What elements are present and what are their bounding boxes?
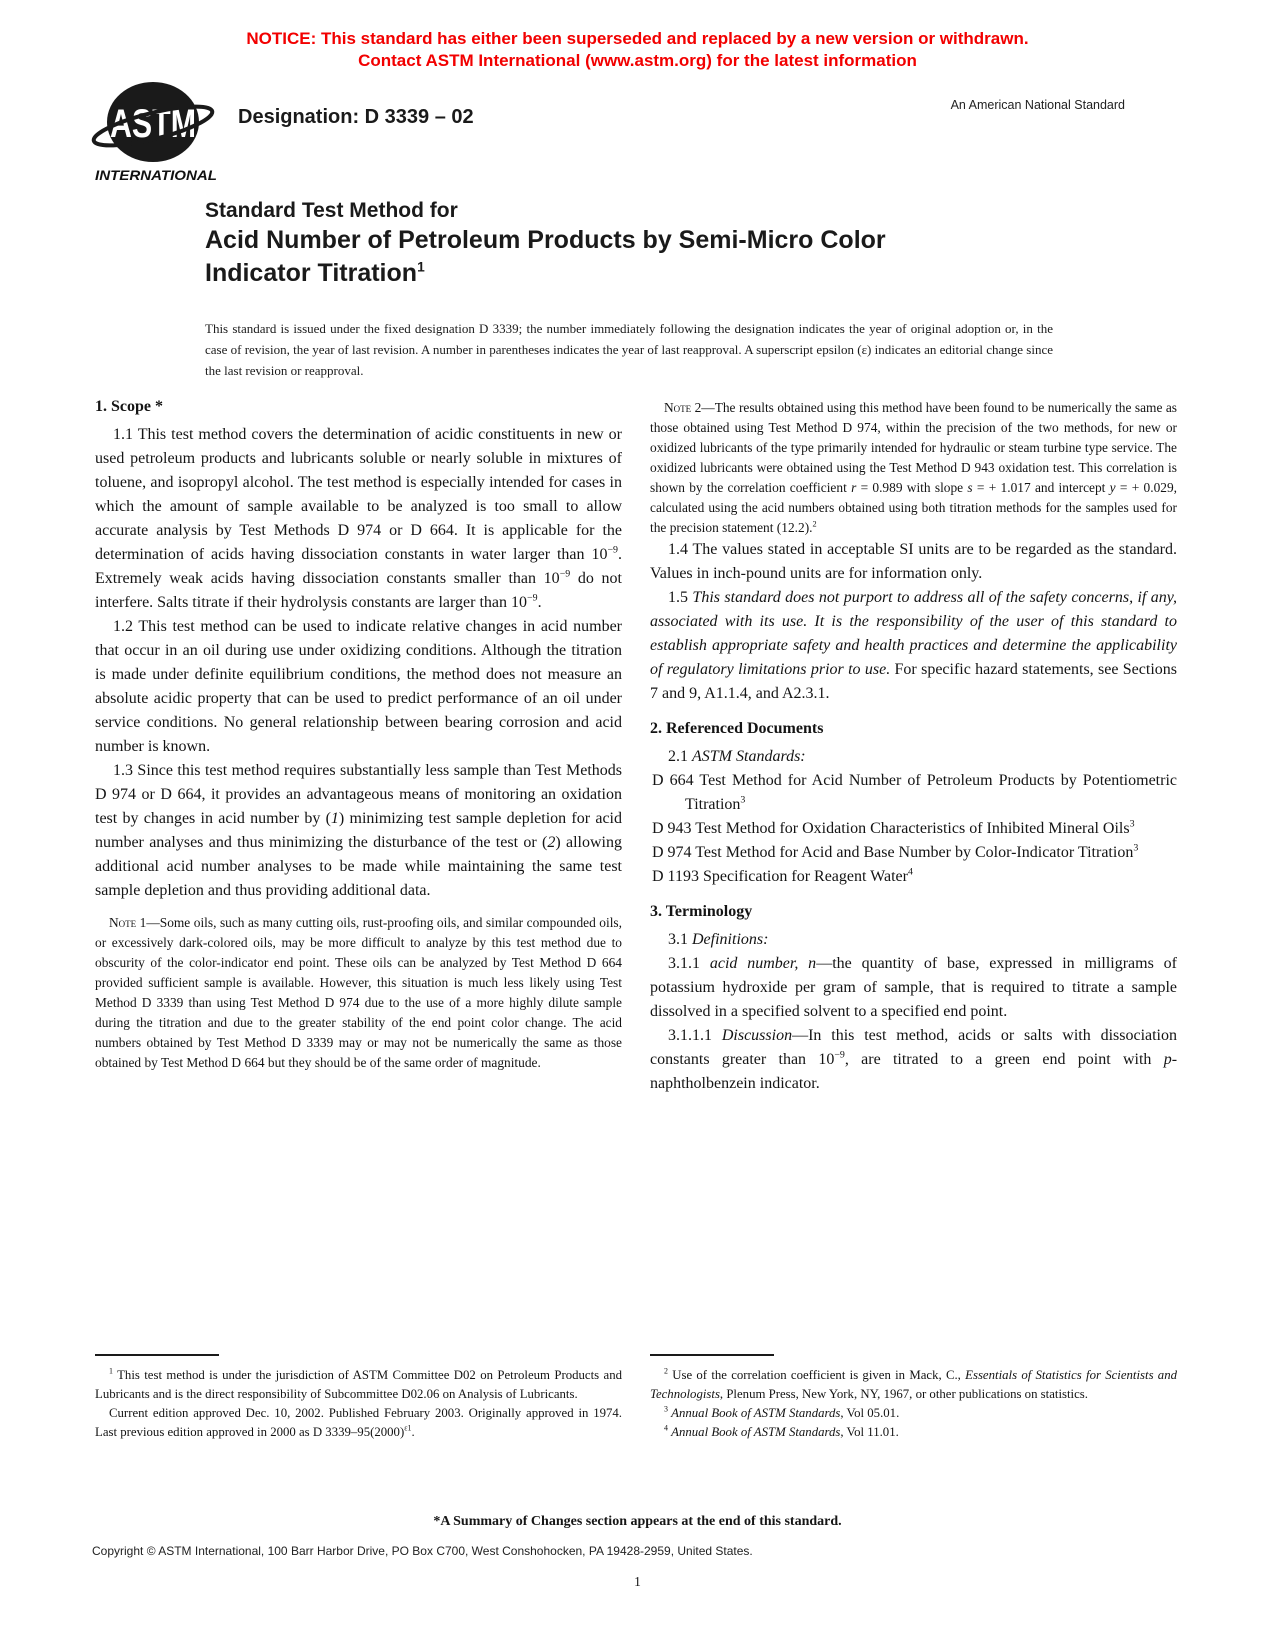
footnote-1-edition: Current edition approved Dec. 10, 2002. Published February 2003. Originally approved in 1974. Last previous edition approved in 2000 as D $3339-95(2000)^{\varepsilon 1}$.	[95, 1406, 622, 1439]
designation: Designation: D 3339 – 02	[238, 106, 474, 128]
paragraph-2-1: 2.1 ASTM Standards:	[668, 748, 806, 765]
footnotes-left	[95, 1366, 622, 1442]
superseded-notice-line1: NOTICE: This standard has either been superseded and replaced by a new version or withdrawn.	[246, 29, 1029, 48]
superseded-notice	[0, 28, 1275, 72]
two-column-body	[95, 398, 1177, 1096]
left-column	[95, 398, 622, 1096]
astm-logo-text: ASTM	[110, 102, 196, 146]
footnote-rule-left	[95, 1354, 219, 1356]
title-line2: Acid Number of Petroleum Products by Semi-Micro Color	[205, 226, 886, 254]
paragraph-3-1-1: 3.1.1 acid number, n—the quantity of base, expressed in milligrams of potassium hydroxide per gram of sample, that is required to titrate a sample dissolved in a specified solvent to a specified end point.	[650, 955, 1178, 1020]
section-1-scope-heading: 1. Scope *	[95, 398, 163, 415]
footnote-4: $^4$ Annual Book of ASTM Standards, Vol 11.01.	[664, 1423, 899, 1439]
footnote-rule-right	[650, 1354, 774, 1356]
title-line3: Indicator Titration$^1$	[205, 259, 425, 287]
document-title	[205, 197, 1055, 290]
footnote-1: $^1$ This test method is under the jurisdiction of ASTM Committee D02 on Petroleum Products and Lubricants and is the direct responsibility of Subcommittee D02.06 on Analysis of Lubricants.	[95, 1366, 622, 1401]
paragraph-3-1-1-1: 3.1.1.1 Discussion—In this test method, acids or salts with dissociation constants greater than $10^{-9}$, are titrated to a green end point with p-naphtholbenzein indicator.	[650, 1027, 1178, 1092]
note-2: Note 2—The results obtained using this method have been found to be numerically the same as those obtained using Test Method D 974, within the precision of the two methods, for new or oxidized lubricants of the type primarily intended for hydraulic or steam turbine type service. The oxidized lubricants were obtained using the Test Method D 943 oxidation test. This correlation is shown by the correlation coefficient r = 0.989 with slope s = + 1.017 and intercept y = + 0.029, calculated using the acid numbers obtained using both titration methods for the samples used for the precision statement (12.2).$^2$	[650, 400, 1178, 535]
footnote-2: $^2$ Use of the correlation coefficient is given in Mack, C., Essentials of Statistics for Scientists and Technologists, Plenum Press, New York, NY, 1967, or other publications on statistics.	[650, 1366, 1178, 1401]
paragraph-1-4: 1.4 The values stated in acceptable SI units are to be regarded as the standard. Values in inch-pound units are for information only.	[650, 541, 1177, 582]
astm-logo-icon	[90, 80, 222, 184]
paragraph-1-5: 1.5 This standard does not purport to address all of the safety concerns, if any, associated with its use. It is the responsibility of the user of this standard to establish appropriate safety and health practices and determine the applicability of regulatory limitations prior to use. For specific hazard statements, see Sections 7 and 9, A1.1.4, and A2.3.1.	[650, 589, 1178, 702]
american-national-standard-note: An American National Standard	[950, 98, 1125, 112]
section-3-terminology-heading: 3. Terminology	[650, 903, 753, 920]
superseded-notice-line2: Contact ASTM International (www.astm.org) for the latest information	[358, 51, 917, 70]
summary-of-changes-note: *A Summary of Changes section appears at the end of this standard.	[433, 1514, 842, 1529]
note-1: Note 1—Some oils, such as many cutting oils, rust-proofing oils, and similar compounded oils, or excessively dark-colored oils, may be more difficult to analyze by this test method due to obscurity of the color-indicator end point. These oils can be analyzed by Test Method D 664 provided sufficient sample is available. However, this situation is much less likely using Test Method D 3339 than using Test Method D 974 due to the use of a more highly dilute sample during the titration and due to the greater stability of the end point color change. The acid numbers obtained by Test Method D 3339 may or may not be numerically the same as those obtained by Test Method D 664 but they should be of the same order of magnitude.	[95, 915, 622, 1070]
page-number: 1	[634, 1574, 641, 1589]
reference-d664: D 664 Test Method for Acid Number of Petroleum Products by Potentiometric Titration$^3$	[652, 772, 1177, 813]
footnotes-right	[650, 1366, 1177, 1442]
paragraph-1-3: 1.3 Since this test method requires substantially less sample than Test Methods D 974 or D 664, it provides an advantageous means of monitoring an oxidation test by changes in acid number by (1) minimizing test sample depletion for acid number analyses and thus minimizing the disturbance of the test or (2) allowing additional acid number analyses to be made while maintaining the same test sample depletion and thus providing additional data.	[95, 762, 623, 899]
right-column	[650, 398, 1177, 1096]
paragraph-3-1: 3.1 Definitions:	[668, 931, 769, 948]
reference-d974: D 974 Test Method for Acid and Base Number by Color-Indicator Titration$^3$	[652, 842, 1139, 861]
paragraph-1-2: 1.2 This test method can be used to indicate relative changes in acid number that occur in an oil during use under oxidizing conditions. Although the titration is made under definite equilibrium conditions, the method does not measure an absolute acidic property that can be used to predict performance of an oil under service conditions. No general relationship between bearing corrosion and acid number is known.	[95, 618, 622, 755]
reference-d1193: D 1193 Specification for Reagent Water$^4$	[652, 866, 913, 885]
issued-statement: This standard is issued under the fixed designation D 3339; the number immediately following the designation indicates the year of original adoption or, in the case of revision, the year of last revision. A number in parentheses indicates the year of last reapproval. A superscript epsilon (ε) indicates an editorial change since the last revision or reapproval.	[205, 321, 1053, 378]
title-line1: Standard Test Method for	[205, 199, 458, 222]
footnote-3: $^3$ Annual Book of ASTM Standards, Vol 05.01.	[664, 1404, 900, 1420]
section-2-referenced-documents-heading: 2. Referenced Documents	[650, 720, 824, 737]
astm-logo-subtext: INTERNATIONAL	[95, 167, 217, 183]
reference-d943: D 943 Test Method for Oxidation Characteristics of Inhibited Mineral Oils$^3$	[652, 818, 1135, 837]
copyright-line: Copyright © ASTM International, 100 Barr Harbor Drive, PO Box C700, West Conshohocken, PA 19428-2959, United States.	[92, 1544, 753, 1558]
paragraph-1-1: 1.1 This test method covers the determination of acidic constituents in new or used petroleum products and lubricants soluble or nearly soluble in mixtures of toluene, and isopropyl alcohol. The test method is especially intended for cases in which the amount of sample available to be analyzed is too small to allow accurate analysis by Test Methods D 974 or D 664. It is applicable for the determination of acids having dissociation constants in water larger than $10^{-9}$. Extremely weak acids having dissociation constants smaller than $10^{-9}$ do not interfere. Salts titrate if their hydrolysis constants are larger than $10^{-9}$.	[95, 426, 622, 611]
